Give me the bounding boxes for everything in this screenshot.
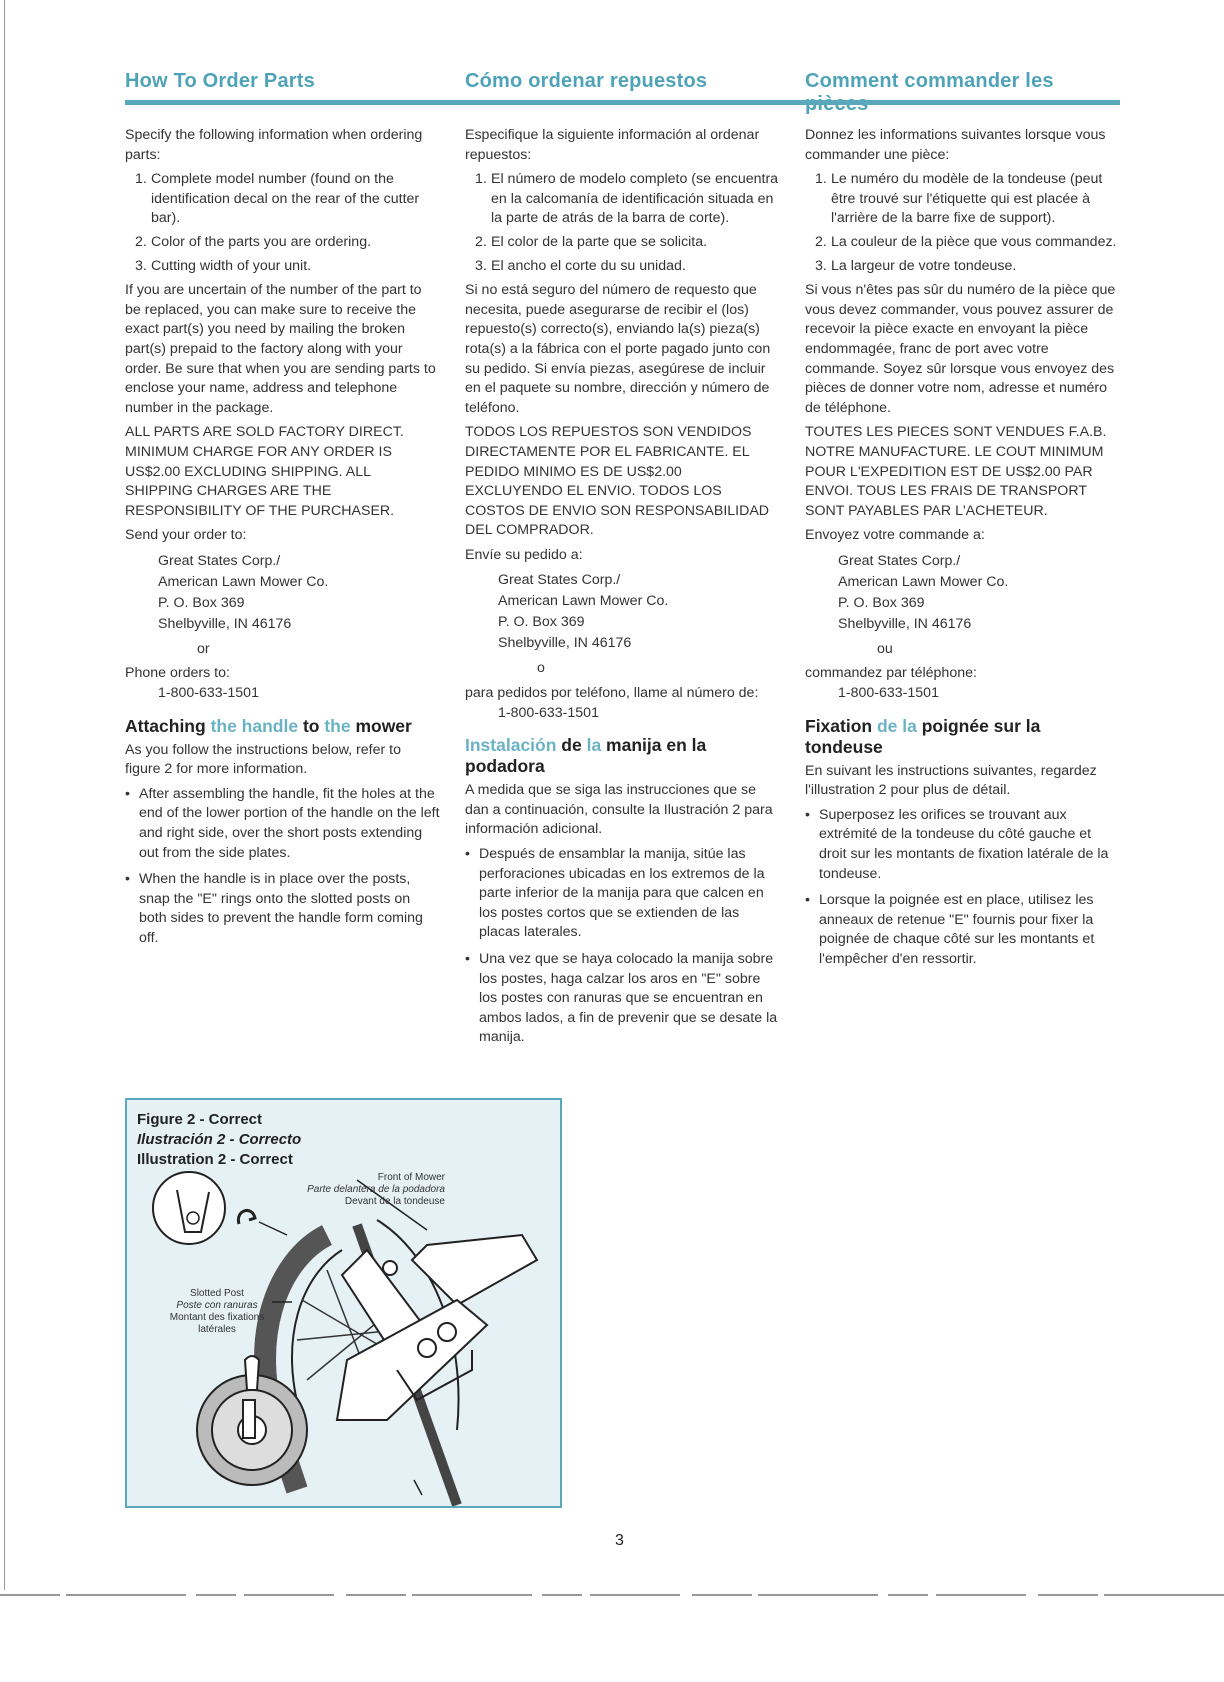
address-line: Great States Corp./	[498, 572, 621, 589]
list-item	[465, 257, 780, 277]
section-heading	[125, 716, 440, 737]
label-en: Slotted Post	[190, 1288, 244, 1299]
mailing-address	[465, 570, 780, 654]
list-text: El ancho el corte du su unidad.	[491, 257, 686, 274]
address-line: Shelbyville, IN 46176	[498, 635, 632, 652]
page-number: 3	[615, 1532, 624, 1549]
send-label: Envíe su pedido a:	[465, 546, 583, 563]
label-es: Parte delantera de la podadora	[307, 1184, 445, 1195]
heading-part: de	[556, 735, 587, 756]
list-item	[125, 257, 440, 277]
heading-part: Attaching	[125, 715, 211, 736]
heading-part: mower	[350, 715, 412, 736]
address-line: P. O. Box 369	[838, 594, 925, 611]
heading-highlight: de	[876, 715, 898, 736]
section-heading	[465, 735, 780, 777]
list-number: 3.	[475, 257, 487, 274]
list-number: 2.	[135, 233, 147, 250]
heading-highlight: the handle	[210, 715, 299, 736]
phone-label: para pedidos por teléfono, llame al número de:	[465, 685, 759, 702]
column-es-title-wrap	[465, 70, 780, 100]
section-intro: A medida que se siga las instrucciones que se dan a continuación, consulte la Ilustración 2 para información adicional.	[465, 782, 773, 838]
label-fr: Montant des fixations	[169, 1312, 265, 1323]
heading-part: poignée sur la tondeuse	[805, 715, 1041, 757]
order-info-list	[805, 170, 1120, 276]
column-fr-title-wrap	[805, 70, 1120, 100]
list-item	[805, 233, 1120, 253]
label-fr: Devant de la tondeuse	[344, 1196, 445, 1207]
address-line: P. O. Box 369	[498, 614, 585, 631]
or-separator: or	[197, 640, 210, 657]
bullet-item: • Después de ensamblar la manija, sitúe las perforaciones ubicadas en los extremos de la parte inferior de la manija para que calcen en los postes cortos que se extienden de las placas laterales.	[465, 845, 780, 943]
phone-number: 1-800-633-1501	[158, 685, 259, 702]
heading-part: manija en la podadora	[465, 735, 707, 777]
caption-es: Ilustración 2 - Correcto	[137, 1131, 302, 1148]
order-info-list	[125, 170, 440, 276]
mailing-address	[805, 551, 1120, 635]
slotted-post-label	[167, 1288, 267, 1336]
phone-label: Phone orders to:	[125, 665, 230, 682]
figure-caption	[137, 1110, 301, 1170]
or-separator: o	[537, 660, 545, 677]
heading-part: Fixation	[805, 715, 877, 736]
uncertain-paragraph: Si vous n'êtes pas sûr du numéro de la pièce que vous devez commander, vous pouvez assurer de recevoir la pièce exacte en envoyant la pièce endommagée, franc de port avec votre commande. Soyez sûr lorsque vous envoyez des pièces de donner votre nom, adresse et numéro de téléphone.	[805, 282, 1116, 416]
page-left-edge	[4, 0, 5, 1590]
column-title: How To Order Parts	[125, 70, 315, 92]
list-item	[465, 170, 780, 229]
bullet-item: • Superposez les orifices se trouvant aux extrémité de la tondeuse du côté gauche et droit sur les montants de fixation latérale de la tondeuse.	[805, 806, 1120, 884]
heading-highlight: la	[586, 735, 602, 756]
header-rule	[125, 100, 1120, 105]
phone-number: 1-800-633-1501	[498, 704, 599, 721]
caption-en: Figure 2 - Correct	[137, 1111, 263, 1128]
address-line: Shelbyville, IN 46176	[838, 615, 972, 632]
label-en: Front of Mower	[377, 1172, 445, 1183]
address-line: American Lawn Mower Co.	[498, 593, 669, 610]
list-text: La largeur de votre tondeuse.	[831, 257, 1017, 274]
heading-highlight: Instalación	[465, 735, 557, 756]
bullet-item: • After assembling the handle, fit the holes at the end of the lower portion of the handle on the left and right side, over the short posts extending out from the side plates.	[125, 785, 440, 863]
instruction-list	[465, 845, 780, 1048]
uncertain-paragraph: Si no está seguro del número de requesto que necesita, puede asegurarse de recibir el (los) repuesto(s) correcto(s), enviando la(s) pieza(s) rota(s) a la fábrica con el porte pagado junto con su pedido. Si envía piezas, asegúrese de incluir en el paquete su nombre, dirección y número de teléfono.	[465, 282, 771, 416]
front-of-mower-label	[275, 1172, 445, 1208]
figure-2	[125, 1098, 562, 1508]
list-text: Color of the parts you are ordering.	[151, 233, 372, 250]
list-text: Le numéro du modèle de la tondeuse (peut être trouvé sur l'étiquette qui est placée à l'arrière de la barre fixe de support).	[831, 171, 1103, 227]
bullet-item: • When the handle is in place over the posts, snap the "E" rings onto the slotted posts on both sides to prevent the handle form coming off.	[125, 870, 440, 948]
uncertain-paragraph: If you are uncertain of the number of the part to be replaced, you can make sure to receive the exact part(s) you need by mailing the broken part(s) prepaid to the factory along with your order. Be sure that when you are sending parts to enclose your name, address and telephone number in the package.	[125, 282, 436, 416]
list-number: 1.	[815, 171, 827, 188]
order-intro: Specify the following information when ordering parts:	[125, 127, 423, 163]
list-item	[805, 170, 1120, 229]
or-separator: ou	[877, 640, 893, 657]
factory-direct-notice: TOUTES LES PIECES SONT VENDUES F.A.B. NOTRE MANUFACTURE. LE COUT MINIMUM POUR L'EXPEDITION EST DE US$2.00 PAR ENVOI. TOUS LES FRAIS DE TRANSPORT SONT PAYABLES PAR L'ACHETEUR.	[805, 424, 1107, 519]
column-title: Cómo ordenar repuestos	[465, 70, 708, 92]
bullet-item: • Una vez que se haya colocado la manija sobre los postes, haga calzar los aros en "E" sobre los postes con ranuras que se encuentran en ambos lados, a fin de prevenir que se desate la manija.	[465, 950, 780, 1048]
address-line: Shelbyville, IN 46176	[158, 615, 292, 632]
list-number: 3.	[135, 257, 147, 274]
factory-direct-notice: TODOS LOS REPUESTOS SON VENDIDOS DIRECTAMENTE POR EL FABRICANTE. EL PEDIDO MINIMO ES DE US$2.00 EXCLUYENDO EL ENVIO. TODOS LOS COSTOS DE ENVIO SON RESPONSABILIDAD DEL COMPRADOR.	[465, 424, 770, 539]
list-number: 1.	[475, 171, 487, 188]
phone-number: 1-800-633-1501	[838, 685, 939, 702]
label-fr: latérales	[198, 1324, 236, 1335]
bullet-item: • Lorsque la poignée est en place, utilisez les anneaux de retenue "E" fournis pour fixer la poignée de chaque côté sur les montants et l'empêcher d'en ressortir.	[805, 891, 1120, 969]
address-line: American Lawn Mower Co.	[158, 573, 329, 590]
order-intro: Donnez les informations suivantes lorsque vous commander une pièce:	[805, 127, 1106, 163]
heading-part: to	[298, 715, 325, 736]
address-line: Great States Corp./	[838, 552, 961, 569]
factory-direct-notice: ALL PARTS ARE SOLD FACTORY DIRECT. MINIMUM CHARGE FOR ANY ORDER IS US$2.00 EXCLUDING SHIPPING. ALL SHIPPING CHARGES ARE THE RESPONSIBILITY OF THE PURCHASER.	[125, 424, 404, 519]
list-number: 1.	[135, 171, 147, 188]
address-line: Great States Corp./	[158, 552, 281, 569]
list-item	[125, 170, 440, 229]
list-number: 2.	[815, 233, 827, 250]
send-label: Envoyez votre commande a:	[805, 527, 985, 544]
column-en-title-wrap	[125, 70, 440, 100]
section-intro: As you follow the instructions below, refer to figure 2 for more information.	[125, 741, 402, 778]
list-item	[465, 233, 780, 253]
caption-fr: Illustration 2 - Correct	[137, 1151, 293, 1168]
list-text: Cutting width of your unit.	[151, 257, 312, 274]
list-item	[805, 257, 1120, 277]
phone-label: commandez par téléphone:	[805, 665, 977, 682]
list-text: El color de la parte que se solicita.	[491, 233, 708, 250]
section-heading	[805, 716, 1120, 758]
heading-highlight: la	[902, 715, 917, 736]
order-info-list	[465, 170, 780, 276]
mailing-address	[125, 551, 440, 635]
column-en	[125, 126, 440, 956]
heading-highlight: the	[324, 715, 351, 736]
send-label: Send your order to:	[125, 527, 247, 544]
column-title: Comment commander les	[805, 70, 1054, 92]
instruction-list	[805, 806, 1120, 970]
instruction-list	[125, 785, 440, 949]
address-line: P. O. Box 369	[158, 594, 245, 611]
column-fr	[805, 126, 1120, 977]
bottom-scan-edge	[0, 1594, 1224, 1596]
section-intro: En suivant les instructions suivantes, regardez l'illustration 2 pour plus de détail.	[805, 762, 1097, 799]
column-es	[465, 126, 780, 1055]
list-item	[125, 233, 440, 253]
list-text: El número de modelo completo (se encuentra en la calcomanía de identificación situada en la parte de atrás de la barra de corte).	[491, 171, 779, 227]
label-es: Poste con ranuras	[176, 1300, 258, 1311]
list-text: La couleur de la pièce que vous commandez.	[831, 233, 1117, 250]
order-intro: Especifique la siguiente información al ordenar repuestos:	[465, 127, 760, 163]
list-number: 2.	[475, 233, 487, 250]
address-line: American Lawn Mower Co.	[838, 573, 1009, 590]
list-text: Complete model number (found on the identification decal on the rear of the cutter bar).	[151, 171, 420, 227]
list-number: 3.	[815, 257, 827, 274]
